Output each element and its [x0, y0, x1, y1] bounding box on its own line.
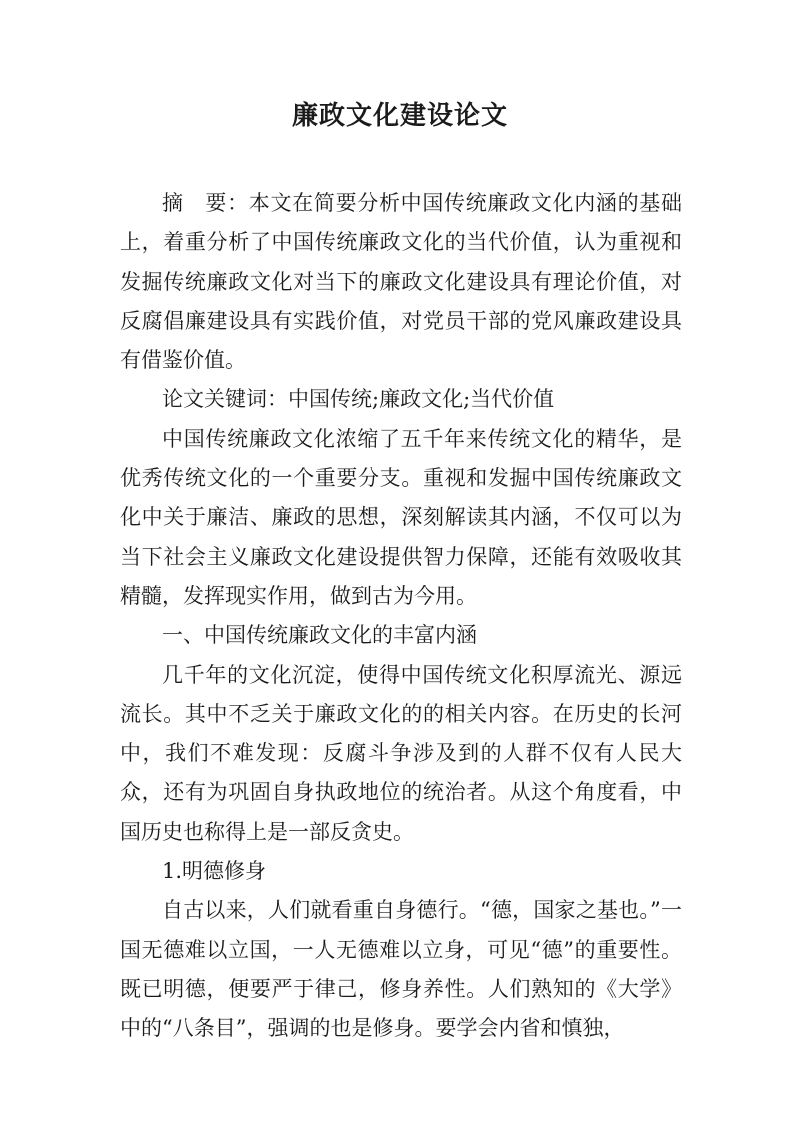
section-heading: 一、中国传统廉政文化的丰富内涵	[162, 623, 477, 648]
subsection-heading: 1.明德修身	[162, 859, 267, 884]
subsection-paragraph: 自古以来，人们就看重自身德行。“德，国家之基也。”一国无德难以立国，一人无德难以立身，可见“德”的重要性。既已明德，便要严于律己，修身养性。人们熟知的《大学》中的“八条目”，强调的也是修身。要学会内省和慎独，	[120, 898, 682, 1041]
section-paragraph: 几千年的文化沉淀，使得中国传统文化积厚流光、源远流长。其中不乏关于廉政文化的的相关内容。在历史的长河中，我们不难发现：反腐斗争涉及到的人群不仅有人民大众，还有为巩固自身执政地位的统治者。从这个角度看，中国历史也称得上是一部反贪史。	[120, 662, 682, 844]
intro-paragraph: 中国传统廉政文化浓缩了五千年来传统文化的精华，是优秀传统文化的一个重要分支。重视和发掘中国传统廉政文化中关于廉洁、廉政的思想，深刻解读其内涵，不仅可以为当下社会主义廉政文化建设提供智力保障，还能有效吸收其精髓，发挥现实作用，做到古为今用。	[120, 426, 682, 608]
document-title: 廉政文化建设论文	[291, 101, 508, 131]
keywords-line: 论文关键词：中国传统;廉政文化;当代价值	[162, 387, 555, 412]
abstract-paragraph: 摘 要：本文在简要分析中国传统廉政文化内涵的基础上，着重分析了中国传统廉政文化的当代价值，认为重视和发掘传统廉政文化对当下的廉政文化建设具有理论价值，对反腐倡廉建设具有实践价值，对党员干部的党风廉政建设具有借鉴价值。	[120, 191, 682, 373]
document-body	[120, 184, 682, 1049]
